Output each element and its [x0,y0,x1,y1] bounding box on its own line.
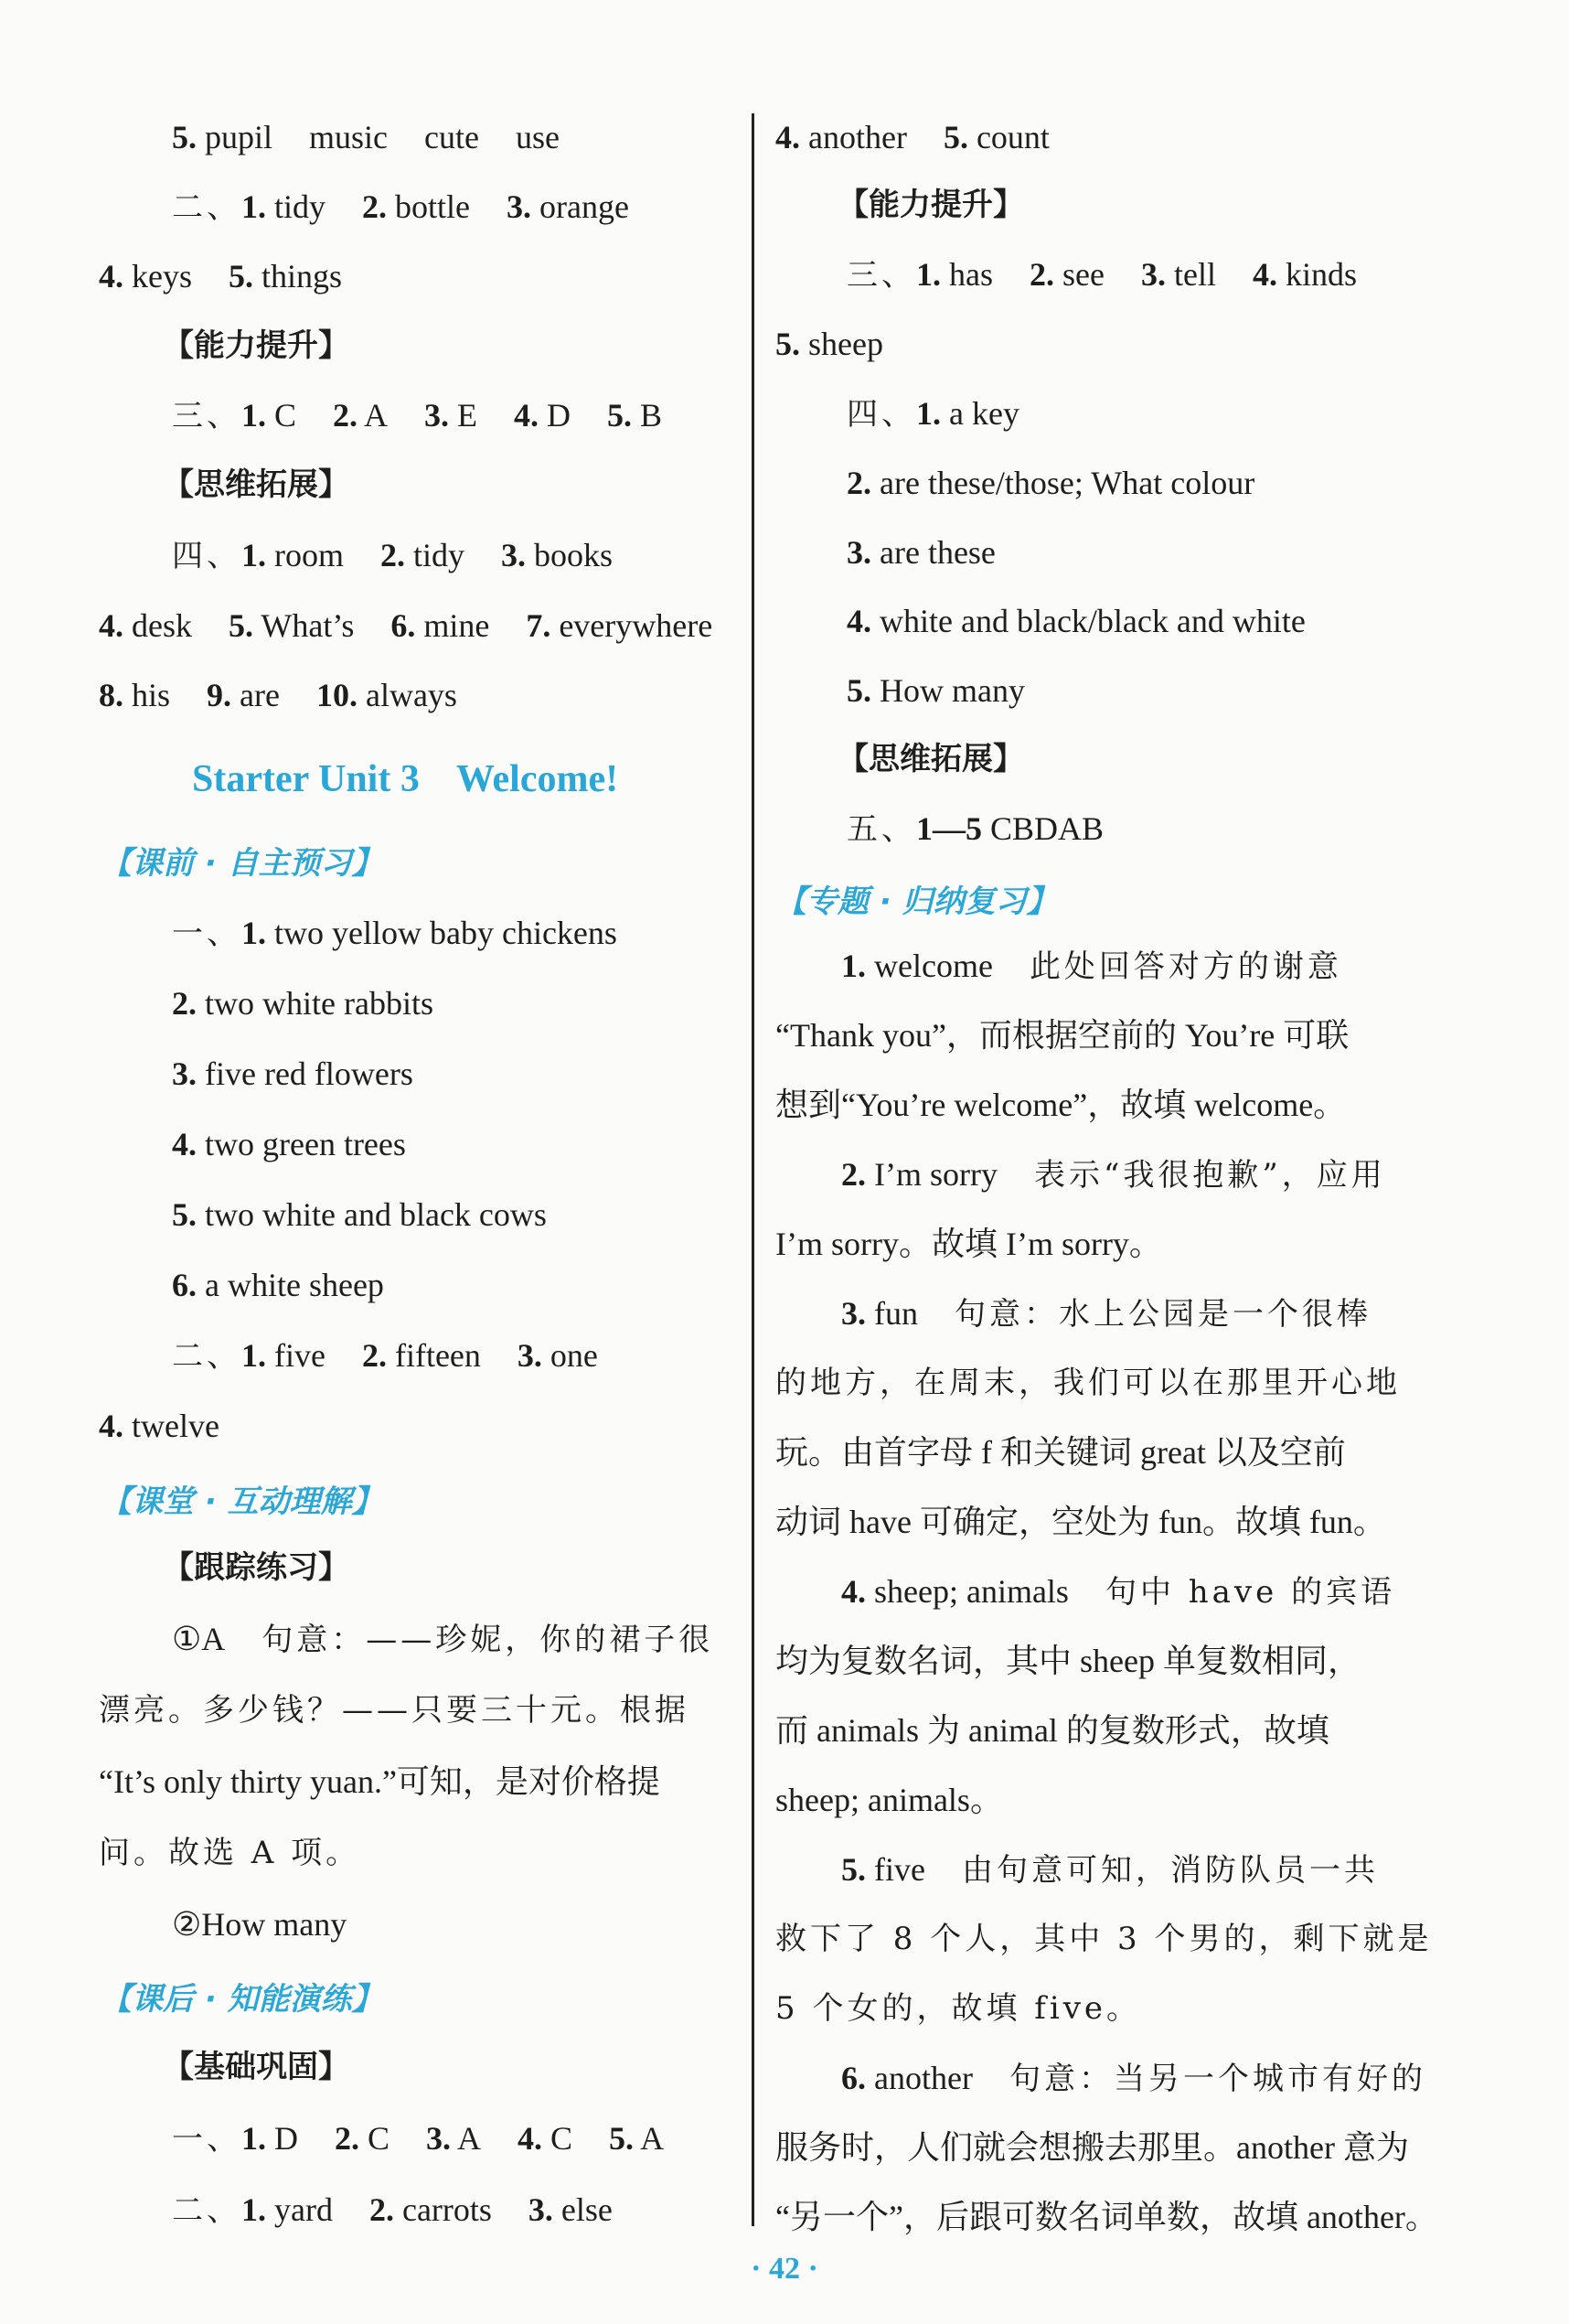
subheading-ability: 【能力提升】 [838,187,1024,223]
section-heading-after-class: 【课后 · 知能演练】 [101,1981,383,2018]
answer-line: 4. twelve [99,1408,219,1444]
answer-line: 3. five red flowers [172,1055,413,1092]
column-divider [752,113,754,2226]
explanation-line: 而 animals 为 animal 的复数形式，故填 [775,1712,1329,1749]
answer-line: 4. keys 5. things [99,258,343,295]
explanation-line: I’m sorry。故填 I’m sorry。 [775,1226,1162,1262]
subheading-thinking: 【思维拓展】 [838,741,1024,777]
answer-line: 三、1. C 2. A 3. E 4. D 5. B [172,397,663,434]
explanation-line: 的地方，在周末，我们可以在那里开心地 [775,1365,1401,1401]
explanation-line: 救下了 8 个人，其中 3 个男的，剩下就是 [775,1921,1433,1957]
explanation-line: 5. five 由句意可知，消防队员一共 [841,1851,1379,1889]
explanation-line: 想到“You’re welcome”，故填 welcome。 [775,1087,1347,1123]
subheading-tracking: 【跟踪练习】 [163,1549,349,1586]
explanation-line: 玩。由首字母 f 和关键词 great 以及空前 [775,1434,1346,1471]
explanation-line: “It’s only thirty yuan.”可知，是对价格提 [99,1763,660,1800]
answer-line: 2. are these/those; What colour [847,465,1255,501]
answer-line: 二、1. tidy 2. bottle 3. orange [172,188,629,226]
answer-line: 4. another 5. count [775,119,1050,155]
explanation-line: 1. welcome 此处回答对方的谢意 [841,948,1342,985]
answer-line: 二、1. five 2. fifteen 3. one [172,1337,598,1375]
explanation-line: 问。故选 A 项。 [99,1835,361,1871]
answer-line: 6. a white sheep [172,1267,384,1303]
answer-line: 8. his 9. are 10. always [99,677,457,713]
subheading-basic: 【基础巩固】 [163,2049,349,2085]
answer-line: 2. two white rabbits [172,985,433,1022]
answer-line: ②How many [172,1906,347,1943]
answer-line: 3. are these [847,534,996,571]
section-heading-review: 【专题 · 归纳复习】 [775,884,1058,920]
section-heading-classroom: 【课堂 · 互动理解】 [101,1483,383,1520]
answer-line: 四、1. a key [847,395,1019,433]
explanation-line: 2. I’m sorry 表示“我很抱歉”，应用 [841,1156,1386,1194]
answer-line: 二、1. yard 2. carrots 3. else [172,2191,613,2229]
section-heading-preview: 【课前 · 自主预习】 [101,845,383,882]
answer-line: 4. desk 5. What’s 6. mine 7. everywhere [99,607,713,644]
explanation-line: 均为复数名词，其中 sheep 单复数相同， [775,1643,1361,1679]
explanation-line: 4. sheep; animals 句中 have 的宾语 [841,1573,1396,1611]
answer-line: 五、1—5 CBDAB [847,810,1105,848]
subheading-thinking: 【思维拓展】 [163,466,349,503]
explanation-line: 服务时，人们就会想搬去那里。another 意为 [775,2129,1409,2166]
explanation-line: 6. another 句意：当另一个城市有好的 [841,2060,1426,2097]
answer-line: 5. How many [847,672,1025,709]
answer-line: 一、1. two yellow baby chickens [172,915,617,952]
answer-line: 5. sheep [775,326,883,362]
answer-line: 三、1. has 2. see 3. tell 4. kinds [847,256,1357,294]
explanation-line: 动词 have 可确定，空处为 fun。故填 fun。 [775,1504,1386,1540]
subheading-ability: 【能力提升】 [163,327,349,364]
answer-line: 4. white and black/black and white [847,603,1306,639]
explanation-line: 5 个女的，故填 five。 [775,1990,1142,2027]
answer-line: 5. two white and black cows [172,1196,547,1233]
explanation-line: sheep; animals。 [775,1782,1003,1818]
answer-line: 5. pupil music cute use [172,119,560,155]
explanation-line: 3. fun 句意：水上公园是一个很棒 [841,1295,1372,1333]
answer-line: 一、1. D 2. C 3. A 4. C 5. A [172,2120,665,2158]
answer-line: 4. two green trees [172,1126,406,1162]
explanation-line: 漂亮。多少钱？——只要三十元。根据 [99,1692,689,1729]
unit-title: Starter Unit 3 Welcome! [192,758,619,800]
explanation-line: “另一个”，后跟可数名词单数，故填 another。 [775,2199,1438,2235]
answer-line: 四、1. room 2. tidy 3. books [172,537,614,574]
explanation-line: ①A 句意：——珍妮，你的裙子很 [172,1621,714,1658]
explanation-line: “Thank you”，而根据空前的 You’re 可联 [775,1017,1350,1054]
page-number: · 42 · [751,2252,818,2286]
